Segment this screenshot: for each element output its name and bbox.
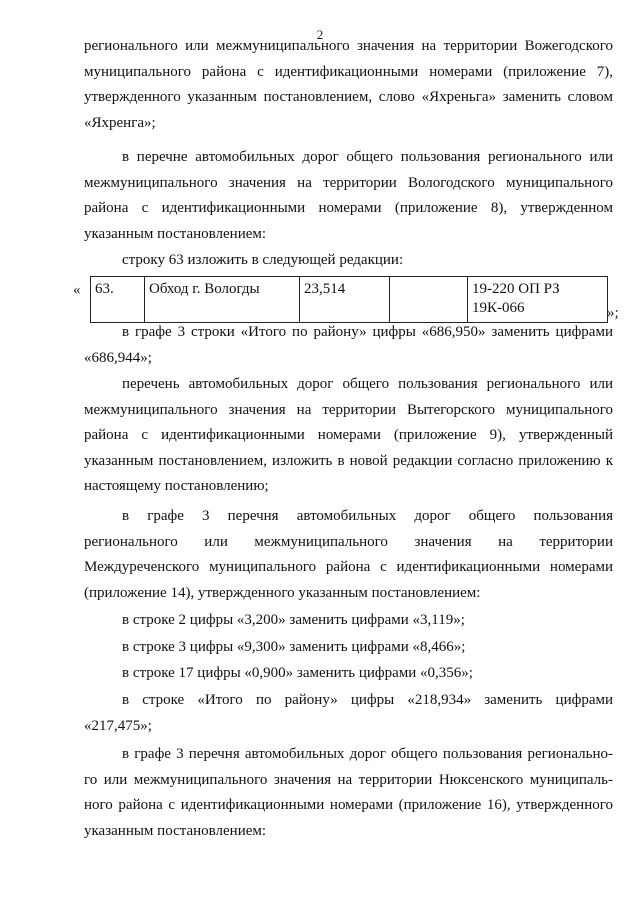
paragraph-row17 xyxy=(84,661,613,687)
identifier-line: 19-220 ОП РЗ xyxy=(472,281,560,297)
text-line: в графе 3 перечня автомобильных дорог общего пользования регионально- xyxy=(122,746,613,762)
text-line: перечень автомобильных дорог общего пользования регионального или xyxy=(122,376,613,392)
paragraph-itogo-vologodsky xyxy=(84,320,613,371)
text-line: (приложение 14), утвержденного указанным постановлением: xyxy=(84,584,481,601)
opening-quote: « xyxy=(73,282,81,298)
text-line: района с идентификационными номерами (приложение 9), утвержденный xyxy=(84,427,613,443)
text-line: Междуреченского муниципального района с идентификационными номерами xyxy=(84,559,613,575)
cell-road-name: Обход г. Вологды xyxy=(145,277,300,323)
paragraph-row3 xyxy=(84,635,613,661)
text-line: указанным постановлением: xyxy=(84,225,267,242)
text-line: в перечне автомобильных дорог общего пользования регионального или xyxy=(122,149,613,165)
paragraph-itogo-mezhdurechensky xyxy=(84,688,613,739)
text-line: утвержденного указанным постановлением, слово «Яхреньга» заменить словом xyxy=(84,89,613,105)
text-line: муниципального района с идентификационными номерами (приложение 7), xyxy=(84,63,613,80)
paragraph-mezhdurechensky xyxy=(84,504,613,606)
text-line: строку 63 изложить в следующей редакции: xyxy=(122,252,404,268)
text-line: в графе 3 перечня автомобильных дорог общего пользования xyxy=(122,508,613,524)
cell-length: 23,514 xyxy=(300,277,390,323)
closing-quote: »; xyxy=(607,305,619,321)
text-line: регионального или межмуниципального значения на территории Вожегодского xyxy=(84,38,613,54)
text-line: «Яхренга»; xyxy=(84,114,156,131)
text-line: ного района с идентификационными номерами (приложение 16), утвержденного xyxy=(84,797,613,813)
text-line: в строке 2 цифры «3,200» заменить цифрами «3,119»; xyxy=(122,612,465,628)
table-row xyxy=(91,277,608,323)
text-line: в графе 3 строки «Итого по району» цифры «686,950» заменить цифрами xyxy=(122,324,613,340)
text-line: межмуниципального значения на территории Вытегорского муниципального xyxy=(84,401,613,418)
text-line: в строке 3 цифры «9,300» заменить цифрами «8,466»; xyxy=(122,639,466,655)
text-line: указанным постановлением, изложить в новой редакции согласно приложению к xyxy=(84,452,613,469)
paragraph-row2 xyxy=(84,608,613,634)
text-line: «217,475»; xyxy=(84,717,152,734)
text-line: межмуниципального значения на территории Вологодского муниципального xyxy=(84,174,613,191)
text-line: указанным постановлением: xyxy=(84,822,267,839)
paragraph-vytegorsky xyxy=(84,372,613,500)
paragraph-nyuksensky xyxy=(84,742,613,844)
cell-identifier xyxy=(468,277,608,323)
text-line: регионального или межмуниципального значения на территории xyxy=(84,533,613,550)
text-line: «686,944»; xyxy=(84,349,152,366)
text-line: района с идентификационными номерами (приложение 8), утвержденном xyxy=(84,200,613,216)
text-line: в строке «Итого по району» цифры «218,934» заменить цифрами xyxy=(122,692,613,708)
text-line: го или межмуниципального значения на территории Нюксенского муниципаль- xyxy=(84,771,613,788)
paragraph-row63-intro xyxy=(84,248,613,274)
road-table-row xyxy=(90,276,608,323)
page-number: 2 xyxy=(316,27,324,42)
identifier-line: 19К-066 xyxy=(472,300,525,316)
text-line: в строке 17 цифры «0,900» заменить цифрами «0,356»; xyxy=(122,665,473,681)
cell-empty xyxy=(390,277,468,323)
paragraph-vologodsky xyxy=(84,145,613,247)
text-line: настоящему постановлению; xyxy=(84,478,269,494)
paragraph-vozhegodsky xyxy=(84,34,613,136)
cell-number: 63. xyxy=(91,277,145,323)
